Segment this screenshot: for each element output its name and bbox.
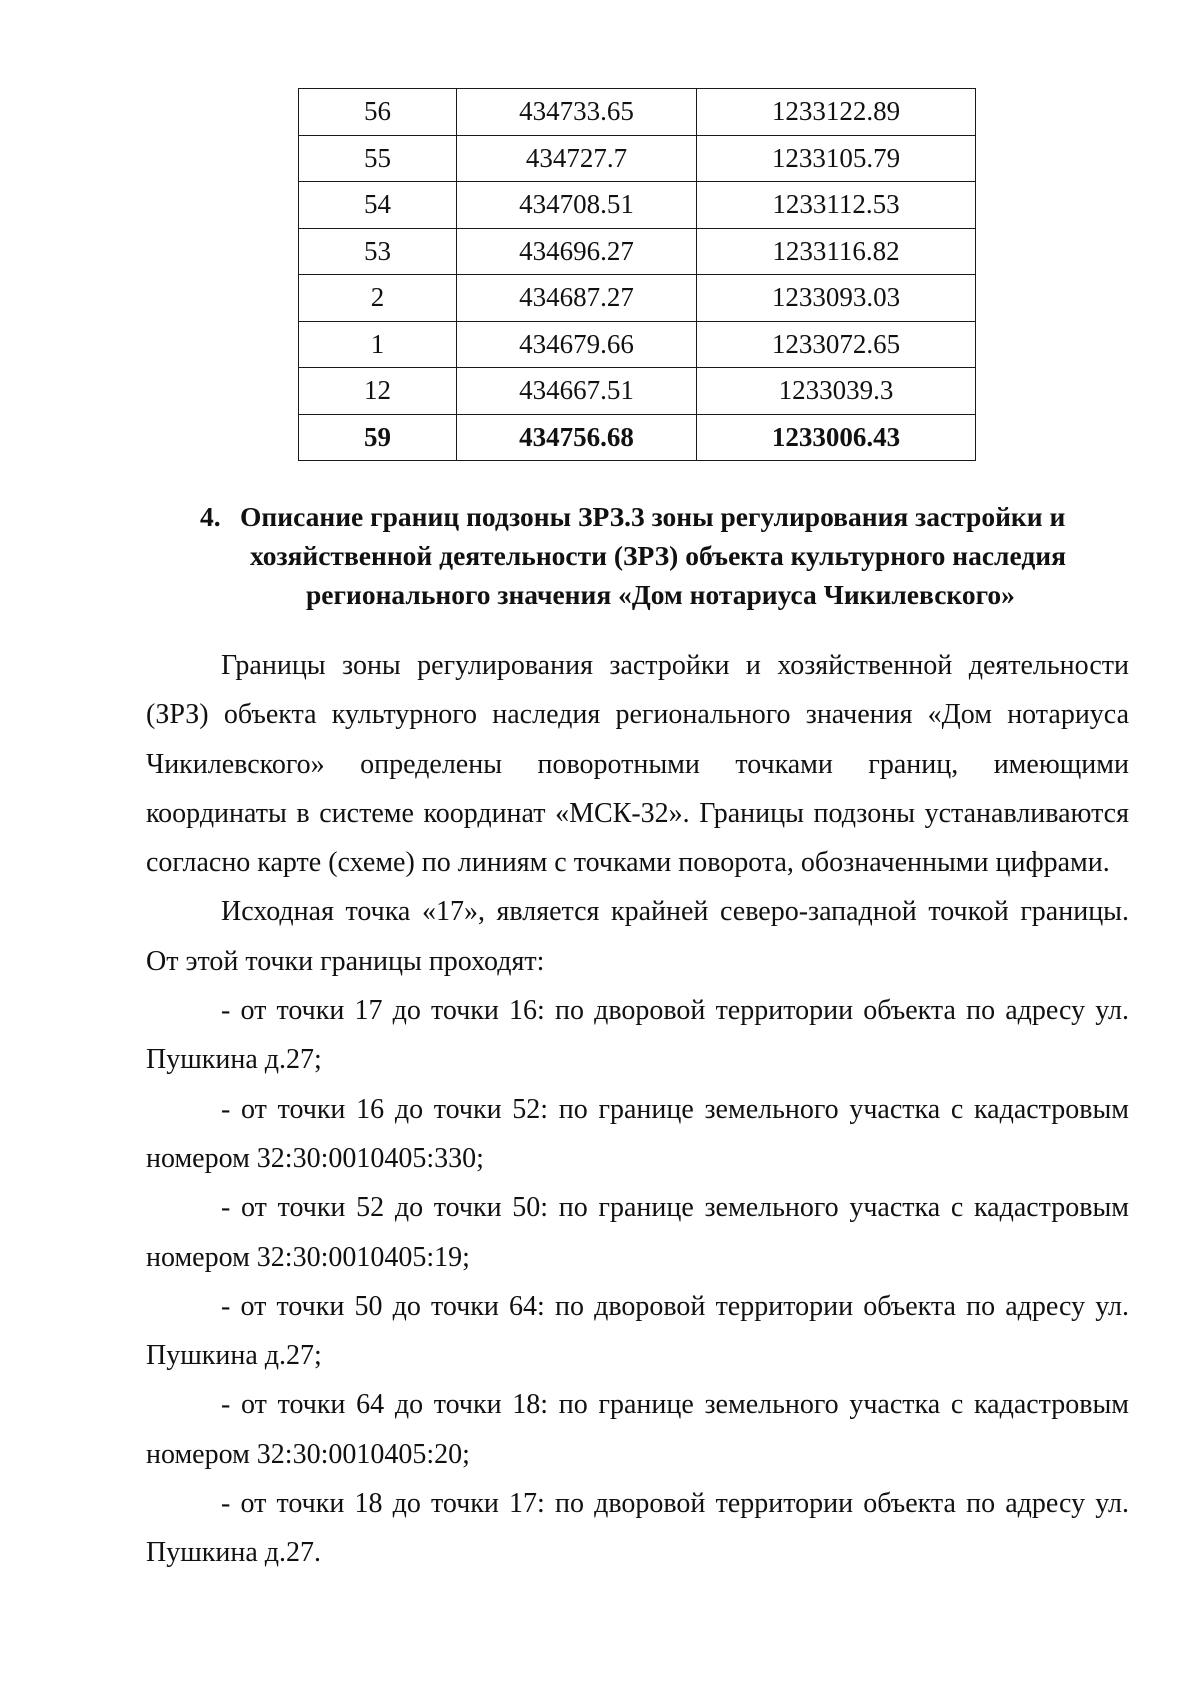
point-number-cell: 2 — [299, 275, 457, 322]
table-row — [299, 135, 976, 182]
y-coordinate-cell: 1233122.89 — [697, 89, 976, 136]
table-row — [299, 368, 976, 415]
section-heading — [200, 497, 1140, 614]
y-coordinate-cell: 1233105.79 — [697, 135, 976, 182]
x-coordinate-cell: 434733.65 — [457, 89, 697, 136]
point-number-cell: 53 — [299, 228, 457, 275]
y-coordinate-cell: 1233039.3 — [697, 368, 976, 415]
table-row-final-point — [299, 414, 976, 461]
table-row — [299, 228, 976, 275]
x-coordinate-cell: 434696.27 — [457, 228, 697, 275]
section-heading-line: регионального значения «Дом нотариуса Чикилевского» — [306, 579, 1015, 610]
y-coordinate-cell: 1233116.82 — [697, 228, 976, 275]
coordinates-table — [298, 88, 976, 461]
paragraph: Исходная точка «17», является крайней северо-западной точкой границы. От этой точки границы проходят: — [146, 896, 1129, 977]
point-number-cell: 59 — [299, 414, 457, 461]
x-coordinate-cell: 434667.51 — [457, 368, 697, 415]
section-heading-line: хозяйственной деятельности (ЗРЗ) объекта культурного наследия — [250, 540, 1066, 571]
paragraph: Границы зоны регулирования застройки и хозяйственной деятельности (ЗРЗ) объекта культурного наследия регионального значения «Дом нотариуса Чикилевского» определены поворотными точками границ, имеющими координаты в системе координат «МСК-32». Границы подзоны устанавливаются согласно карте (схеме) по линиям с точками поворота, обозначенными цифрами. — [146, 650, 1129, 879]
x-coordinate-cell: 434756.68 — [457, 414, 697, 461]
paragraph: - от точки 50 до точки 64: по дворовой территории объекта по адресу ул. Пушкина д.27; — [146, 1290, 1129, 1372]
body-text — [146, 641, 1129, 1578]
y-coordinate-cell: 1233093.03 — [697, 275, 976, 322]
table-row — [299, 275, 976, 322]
y-coordinate-cell: 1233112.53 — [697, 182, 976, 229]
x-coordinate-cell: 434687.27 — [457, 275, 697, 322]
point-number-cell: 56 — [299, 89, 457, 136]
section-number: 4. — [200, 501, 221, 532]
table-row — [299, 89, 976, 136]
point-number-cell: 54 — [299, 182, 457, 229]
table-row — [299, 182, 976, 229]
paragraph: - от точки 18 до точки 17: по дворовой территории объекта по адресу ул. Пушкина д.27. — [146, 1488, 1129, 1569]
section-heading-line — [200, 497, 1140, 536]
point-number-cell: 12 — [299, 368, 457, 415]
point-number-cell: 55 — [299, 135, 457, 182]
paragraph: - от точки 64 до точки 18: по границе земельного участка с кадастровым номером 32:30:0010405:20; — [146, 1389, 1129, 1470]
paragraph: - от точки 17 до точки 16: по дворовой территории объекта по адресу ул. Пушкина д.27; — [146, 995, 1129, 1076]
y-coordinate-cell: 1233072.65 — [697, 321, 976, 368]
x-coordinate-cell: 434679.66 — [457, 321, 697, 368]
x-coordinate-cell: 434708.51 — [457, 182, 697, 229]
y-coordinate-cell: 1233006.43 — [697, 414, 976, 461]
x-coordinate-cell: 434727.7 — [457, 135, 697, 182]
point-number-cell: 1 — [299, 321, 457, 368]
paragraph: - от точки 52 до точки 50: по границе земельного участка с кадастровым номером 32:30:0010405:19; — [146, 1192, 1129, 1273]
section-title-part: Описание границ подзоны ЗРЗ.3 зоны регулирования застройки и — [240, 501, 1066, 532]
paragraph: - от точки 16 до точки 52: по границе земельного участка с кадастровым номером 32:30:0010405:330; — [146, 1093, 1129, 1174]
table-row — [299, 321, 976, 368]
